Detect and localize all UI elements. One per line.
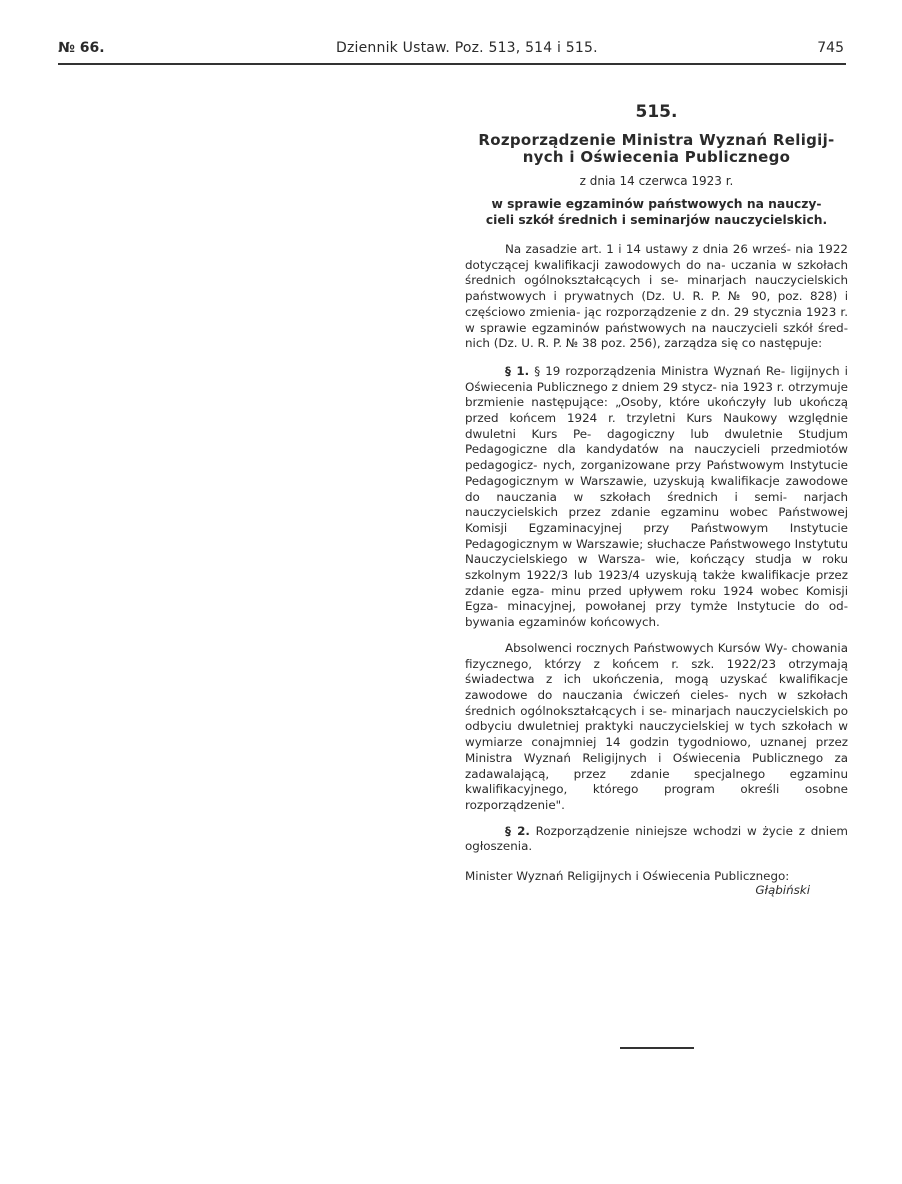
section-1-paragraph	[465, 364, 848, 631]
section-2-paragraph	[465, 824, 848, 855]
intro-paragraph: Na zasadzie art. 1 i 14 ustawy z dnia 26 wrześ- nia 1922 dotyczącej kwalifikacji zawodowych do na- uczania w szkołach średnich ogólnokształcących i se- minarjach nauczycielskich państwowych i prywatnych (Dz. U. R. P. № 90, poz. 828) i częściowo zmienia- jąc rozporządzenie z dn. 29 stycznia 1923 r. w sprawie egzaminów państwowych na nauczycieli szkół śred- nich (Dz. U. R. P. № 38 poz. 256), zarządza się co następuje:	[465, 242, 848, 351]
section-1-second-paragraph: Absolwenci rocznych Państwowych Kursów Wy- chowania fizycznego, którzy z końcem r. szk. 1922/23 otrzymają świadectwa z ich ukończenia, mogą uzyskać kwalifikacje zawodowe do nauczania ćwiczeń cieles- nych w szkołach średnich ogólnokształcących i se- minarjach nauczycielskich po odbyciu dwuletniej praktyki nauczycielskiej w tych szkołach w wymiarze conajmniej 14 godzin tygodniowo, uznanej przez Ministra Wyznań Religijnych i Oświecenia Publicznego za zadawalającą, przez zdanie specjalnego egzaminu kwalifikacyjnego, którego program określi osobne rozporządzenie".	[465, 640, 848, 812]
regulation-subject	[465, 196, 848, 228]
section-2-label: § 2.	[505, 823, 530, 838]
document-column	[465, 90, 848, 897]
section-1-text: § 19 rozporządzenia Ministra Wyznań Re- ligijnych i Oświecenia Publicznego z dniem 29 stycz- nia 1923 r. otrzymuje brzmienie następujące: „Osoby, które ukończyły lub ukończą przed końcem 1924 r. trzyletni Kurs Naukowy względnie dwuletni Kurs Pe- dagogiczny lub dwuletnie Studjum Pedagogiczne dla kandydatów na nauczycieli przedmiotów pedagogicz- nych, zorganizowane przy Państwowym Instytucie Pedagogicznym w Warszawie, uzyskują kwalifikacje zawodowe do nauczania w szkołach średnich i semi- narjach nauczycielskich przez zdanie egzaminu wobec Państwowej Komisji Egzaminacyjnej przy Państwowym Instytucie Pedagogicznym w Warszawie; słuchacze Państwowego Instytutu Nauczycielskiego w Warsza- wie, kończący studja w roku szkolnym 1922/3 lub 1923/4 uzyskują także kwalifikacje przez zdanie egza- minu przed upływem roku 1924 wobec Komisji Egza- minacyjnej, powołanej przy tymże Instytucie do od- bywania egzaminów końcowych.	[465, 363, 848, 630]
signature-name: Głąbiński	[755, 883, 810, 898]
section-1-label: § 1.	[505, 363, 530, 378]
page-header	[58, 40, 846, 64]
heading-line-2: nych i Oświecenia Publicznego	[522, 148, 791, 166]
issue-number: № 66.	[58, 40, 105, 56]
header-rule	[58, 63, 846, 65]
heading-line-1: Rozporządzenie Ministra Wyznań Religij-	[478, 131, 835, 149]
subject-line-1: w sprawie egzaminów państwowych na nauczy-	[491, 197, 822, 211]
closing-rule	[620, 1047, 694, 1049]
regulation-date: z dnia 14 czerwca 1923 r.	[579, 174, 734, 188]
regulation-heading	[465, 132, 848, 166]
subject-line-2: cieli szkół średnich i seminarjów nauczycielskich.	[485, 213, 828, 227]
journal-title: Dziennik Ustaw. Poz. 513, 514 i 515.	[336, 40, 598, 56]
signature-title: Minister Wyznań Religijnych i Oświecenia Publicznego:	[465, 869, 790, 884]
section-2-text: Rozporządzenie niniejsze wchodzi w życie z dniem ogłoszenia.	[465, 823, 848, 854]
page-number: 745	[817, 40, 844, 56]
item-number: 515.	[635, 102, 678, 122]
